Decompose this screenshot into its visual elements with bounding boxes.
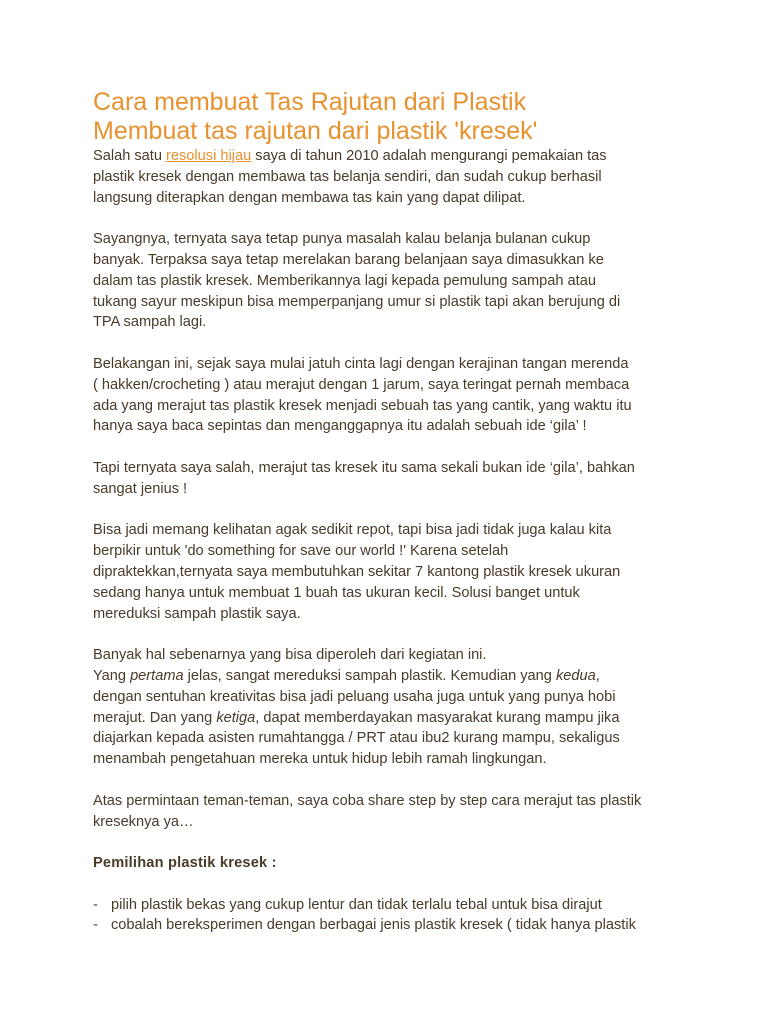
paragraph-6-line-1: Banyak hal sebenarnya yang bisa diperoleh dari kegiatan ini.: [93, 647, 487, 664]
text: jelas, sangat mereduksi sampah plastik. Kemudian yang: [183, 667, 556, 684]
paragraph-6: [93, 645, 693, 770]
paragraph-2-line: Sayangnya, ternyata saya tetap punya masalah kalau belanja bulanan cukup: [93, 231, 591, 248]
paragraph-3-line: ada yang merajut tas plastik kresek menjadi sebuah tas yang cantik, yang waktu itu: [93, 397, 632, 414]
list-item-text: pilih plastik bekas yang cukup lentur dan tidak terlalu tebal untuk bisa dirajut: [111, 896, 602, 913]
paragraph-6-line-5: diajarkan kepada asisten rumahtangga / PRT atau ibu2 kurang mampu, sekaligus: [93, 730, 620, 747]
paragraph-3-line: hanya saya baca sepintas dan menganggapnya itu adalah sebuah ide ‘gila’ !: [93, 418, 587, 435]
dash-bullet: -: [93, 896, 98, 913]
paragraph-6-line-3: dengan sentuhan kreativitas bisa jadi peluang usaha juga untuk yang punya hobi: [93, 688, 616, 705]
section-heading: Pemilihan plastik kresek :: [93, 855, 277, 872]
paragraph-4-line: Tapi ternyata saya salah, merajut tas kresek itu sama sekali bukan ide ‘gila’, bahkan: [93, 459, 635, 476]
paragraph-5-line: dipraktekkan,ternyata saya membutuhkan sekitar 7 kantong plastik kresek ukuran: [93, 563, 621, 580]
title-line-2: Membuat tas rajutan dari plastik 'kresek': [93, 117, 538, 145]
paragraph-5-line: Bisa jadi memang kelihatan agak sedikit repot, tapi bisa jadi tidak juga kalau kita: [93, 522, 612, 539]
text: Salah satu: [93, 148, 167, 164]
paragraph-2-line: dalam tas plastik kresek. Memberikannya lagi kepada pemulung sampah atau: [93, 272, 596, 289]
article-title: [93, 88, 693, 146]
article: [93, 88, 693, 936]
list-item: [93, 915, 693, 936]
list-item-text: cobalah bereksperimen dengan berbagai jenis plastik kresek ( tidak hanya plastik: [111, 917, 636, 934]
paragraph-6-line-6: menambah pengetahuan mereka untuk hidup lebih ramah lingkungan.: [93, 751, 547, 768]
emphasis-ketiga: ketiga: [216, 709, 256, 726]
paragraph-6-line-4: [93, 708, 693, 729]
paragraph-1: [93, 146, 693, 208]
paragraph-3-line: Belakangan ini, sejak saya mulai jatuh cinta lagi dengan kerajinan tangan merenda: [93, 355, 629, 372]
paragraph-4: [93, 458, 693, 500]
paragraph-5-line: mereduksi sampah plastik saya.: [93, 605, 301, 622]
paragraph-5: [93, 520, 693, 624]
selection-list: [93, 895, 693, 937]
emphasis-pertama: pertama: [130, 667, 184, 684]
paragraph-5-line: berpikir untuk 'do something for save our world !' Karena setelah: [93, 543, 509, 560]
paragraph-1-line-1: [93, 146, 693, 167]
paragraph-3: [93, 354, 693, 437]
text: Yang: [93, 667, 131, 684]
paragraph-4-line: sangat jenius !: [93, 480, 188, 497]
paragraph-7-line: Atas permintaan teman-teman, saya coba share step by step cara merajut tas plastik: [93, 792, 642, 809]
paragraph-2: [93, 229, 693, 333]
emphasis-kedua: kedua: [555, 667, 596, 684]
paragraph-1-line-3: langsung diterapkan dengan membawa tas kain yang dapat dilipat.: [93, 189, 526, 206]
paragraph-1-line-2: plastik kresek dengan membawa tas belanja sendiri, dan sudah cukup berhasil: [93, 168, 602, 185]
title-line-1: Cara membuat Tas Rajutan dari Plastik: [93, 88, 527, 116]
paragraph-3-line: ( hakken/crocheting ) atau merajut dengan 1 jarum, saya teringat pernah membaca: [93, 376, 630, 393]
list-item: [93, 895, 693, 916]
dash-bullet: -: [93, 917, 98, 934]
resolusi-hijau-link[interactable]: resolusi hijau: [166, 148, 252, 164]
paragraph-2-line: TPA sampah lagi.: [93, 314, 207, 331]
paragraph-2-line: banyak. Terpaksa saya tetap merelakan barang belanjaan saya dimasukkan ke: [93, 251, 604, 268]
text: saya di tahun 2010 adalah mengurangi pemakaian tas: [251, 148, 607, 164]
text: , dapat memberdayakan masyarakat kurang mampu jika: [255, 709, 620, 726]
paragraph-7-line: kreseknya ya…: [93, 813, 194, 830]
paragraph-6-line-2: [93, 666, 693, 687]
paragraph-2-line: tukang sayur meskipun bisa memperpanjang umur si plastik tapi akan berujung di: [93, 293, 621, 310]
paragraph-5-line: sedang hanya untuk membuat 1 buah tas ukuran kecil. Solusi banget untuk: [93, 584, 580, 601]
text: merajut. Dan yang: [93, 709, 217, 726]
text: ,: [595, 667, 600, 684]
paragraph-7: [93, 791, 693, 833]
